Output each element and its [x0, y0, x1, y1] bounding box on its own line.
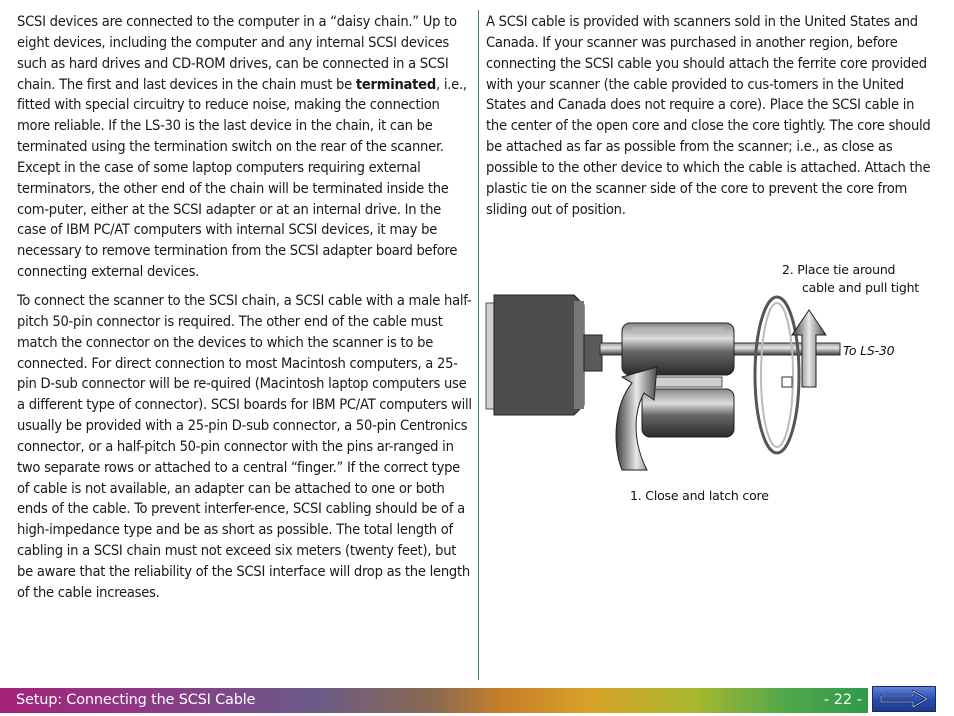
footer-section-title: Setup: Connecting the SCSI Cable	[16, 692, 256, 708]
paragraph-ferrite-core: A SCSI cable is provided with scanners sold in the United States and Canada. If your scanner was purchased in another region, before connecting the SCSI cable you should attach the ferrite core provided with your scanner (the cable provided to cus-tomers in the United States and Canada does not require a core). Place the SCSI cable in the center of the open core and close the core tightly. The core should be attached as far as possible from the scanner; i.e., as close as possible to the other device to which the cable is attached. Attach the plastic tie on the scanner side of the core to prevent the core from sliding out of position.	[486, 13, 931, 218]
page-number: - 22 -	[823, 692, 862, 708]
left-column	[17, 12, 472, 612]
step2-label-line2: cable and pull tight	[802, 280, 920, 295]
to-device-label: To LS-30	[843, 343, 895, 358]
cable-tie-head	[782, 377, 792, 387]
term-terminated: terminated	[355, 75, 436, 93]
ferrite-core-illustration	[482, 255, 942, 515]
step1-label: 1. Close and latch core	[630, 488, 769, 503]
paragraph-cable-requirements: To connect the scanner to the SCSI chain, a SCSI cable with a male half-pitch 50-pin connector is required. The other end of the cable must match the connector on the devices to which the scanner is to be connected. For direct connection to most Macintosh computers, a 25-pin D-sub connector will be re-quired (Macintosh laptop computers use a different type of connector). SCSI boards for IBM PC/AT computers will usually be provided with a 25-pin D-sub connector, a 50-pin Centronics connector, or a half-pitch 50-pin connector with the pins ar-ranged in two separate rows or attached to a central “finger.” If the correct type of cable is not available, an adapter can be attached to one or both ends of the cable. To prevent interfer-ence, SCSI cabling should be of a high-impedance type and be as short as possible. The total length of cabling in a SCSI chain must not exceed six meters (twenty feet), but be aware that the reliability of the SCSI interface will drop as the length of the cable increases.	[17, 291, 472, 601]
paragraph-daisy-chain	[17, 12, 472, 283]
next-page-button[interactable]	[872, 686, 936, 712]
ferrite-core-top	[622, 323, 734, 375]
ferrite-core-bottom	[642, 389, 734, 437]
step2-label-line1: 2. Place tie around	[782, 262, 896, 277]
column-divider	[478, 10, 479, 680]
paragraph-text: SCSI devices are connected to the computer in a “daisy chain.” Up to eight devices, including the computer and any internal SCSI devices such as hard drives and CD-ROM drives, can be connected in a SCSI chain. The first and last devices in the chain must be	[17, 13, 457, 93]
paragraph-text: , i.e., fitted with special circuitry to reduce noise, making the connection more reliable. If the LS-30 is the last device in the chain, it can be terminated using the termination switch on the rear of the scanner. Except in the case of some laptop computers requiring external terminators, the other end of the chain will be terminated inside the com-puter, either at the SCSI adapter or at an internal drive. In the case of IBM PC/AT computers with internal SCSI devices, it may be necessary to remove termination from the SCSI adapter board before connecting external devices.	[17, 75, 467, 281]
scsi-connector	[486, 295, 602, 415]
right-arrow-icon	[873, 687, 935, 711]
right-column	[486, 12, 938, 228]
